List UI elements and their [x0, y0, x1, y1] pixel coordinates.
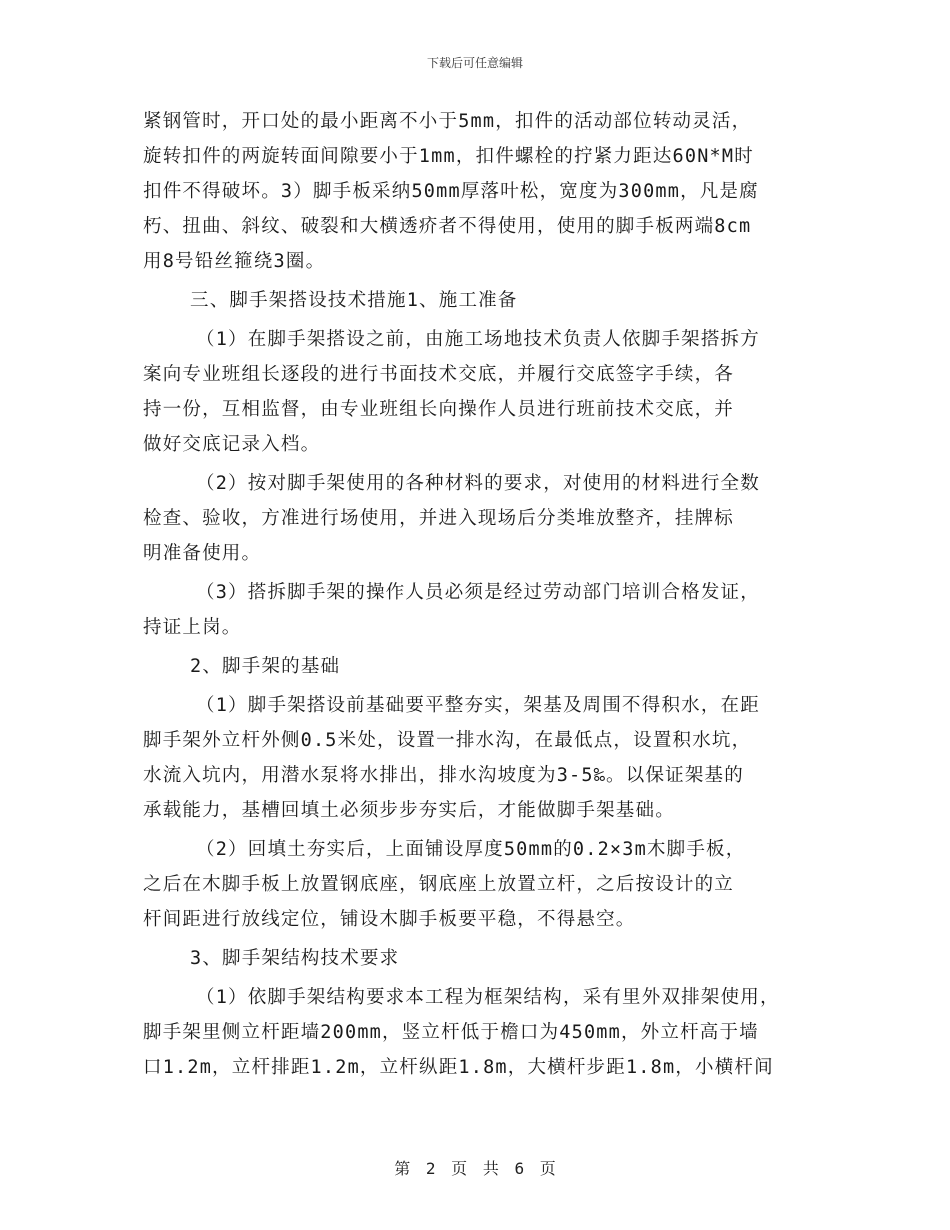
text-line: 用8号铅丝箍绕3圈。	[143, 251, 326, 272]
text-line: 做好交底记录入档。	[143, 434, 321, 455]
text-line: 扣件不得破坏。3）脚手板采纳50mm厚落叶松，宽度为300mm，凡是腐	[143, 181, 759, 202]
text-line: 紧钢管时，开口处的最小距离不小于5mm，扣件的活动部位转动灵活，	[143, 111, 752, 132]
text-line: 明准备使用。	[143, 543, 262, 564]
text-line: 检查、验收，方准进行场使用，并进入现场后分类堆放整齐，挂牌标	[143, 508, 735, 529]
text-line: （1）依脚手架结构要求本工程为框架结构，采有里外双排架使用，	[196, 987, 780, 1008]
page-header: 下载后可任意编辑	[426, 56, 523, 70]
section-heading: 2、脚手架的基础	[190, 656, 341, 677]
text-line: 脚手架里侧立杆距墙200mm，竖立杆低于檐口为450mm，外立杆高于墙	[143, 1022, 759, 1043]
text-line: 杆间距进行放线定位，铺设木脚手板要平稳，不得悬空。	[143, 909, 636, 930]
text-line: 口1.2m，立杆排距1.2m，立杆纵距1.8m，大横杆步距1.8m，小横杆间	[143, 1057, 774, 1078]
text-line: 脚手架外立杆外侧0.5米处，设置一排水沟，在最低点，设置积水坑，	[143, 730, 752, 751]
text-line: 旋转扣件的两旋转面间隙要小于1mm，扣件螺栓的拧紧力距达60N*M时	[143, 146, 754, 167]
text-line: （2）回填土夯实后，上面铺设厚度50mm的0.2×3m木脚手板，	[196, 839, 746, 860]
text-line: （2）按对脚手架使用的各种材料的要求，对使用的材料进行全数	[196, 473, 760, 494]
text-line: 水流入坑内，用潜水泵将水排出，排水沟坡度为3-5‰。以保证架基的	[143, 765, 744, 786]
section-heading: 三、脚手架搭设技术措施1、施工准备	[190, 290, 518, 311]
text-line: 案向专业班组长逐段的进行书面技术交底，并履行交底签字手续，各	[143, 364, 735, 385]
text-line: 之后在木脚手板上放置钢底座，钢底座上放置立杆，之后按设计的立	[143, 874, 735, 895]
text-line: 承载能力，基槽回填土必须步步夯实后，才能做脚手架基础。	[143, 800, 675, 821]
text-line: 朽、扭曲、斜纹、破裂和大横透疥者不得使用，使用的脚手板两端8cm	[143, 216, 752, 237]
text-line: （3）搭拆脚手架的操作人员必须是经过劳动部门培训合格发证，	[196, 582, 760, 603]
section-heading: 3、脚手架结构技术要求	[190, 948, 400, 969]
text-line: 持一份，互相监督，由专业班组长向操作人员进行班前技术交底，并	[143, 399, 735, 420]
page-number: 第 2 页 共 6 页	[394, 1159, 556, 1178]
text-line: （1）脚手架搭设前基础要平整夯实，架基及周围不得积水，在距	[196, 695, 760, 716]
text-line: 持证上岗。	[143, 617, 242, 638]
text-line: （1）在脚手架搭设之前，由施工场地技术负责人依脚手架搭拆方	[196, 329, 760, 350]
